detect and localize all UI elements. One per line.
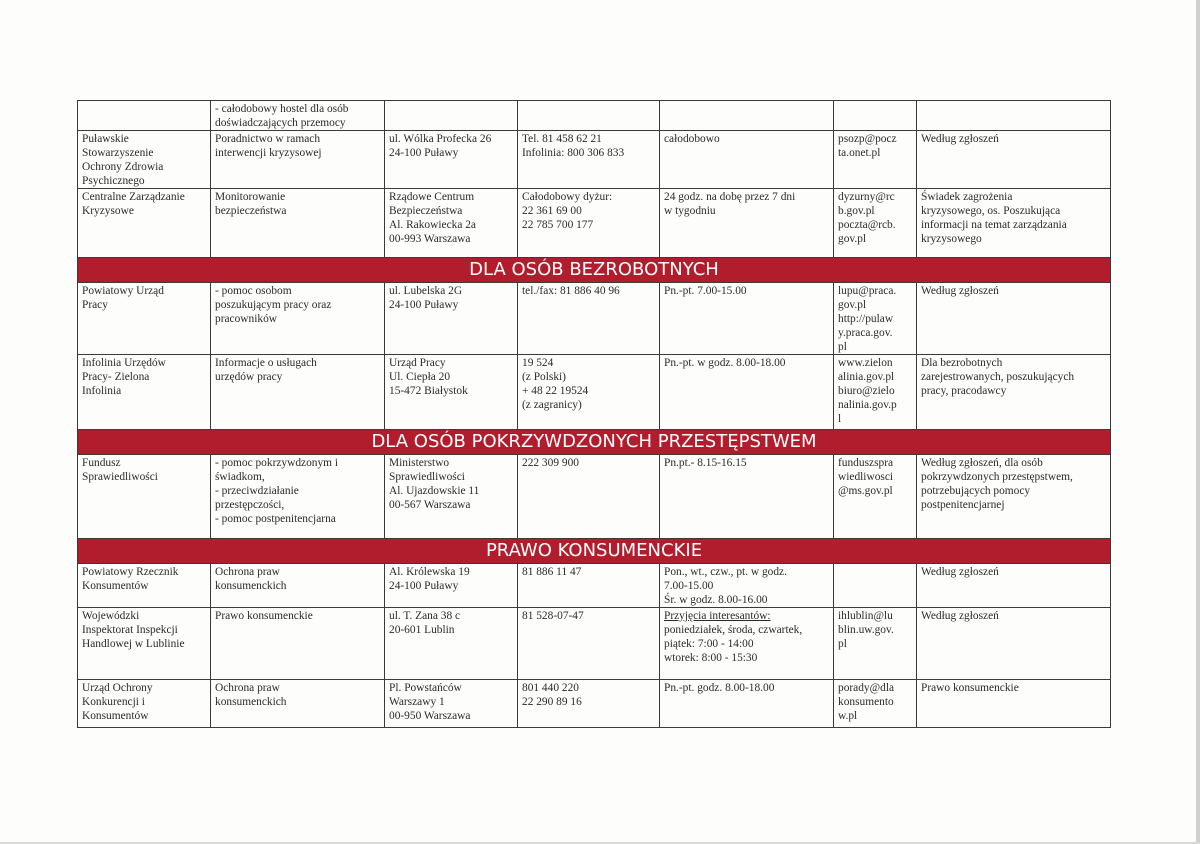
cell-line: Al. Rakowiecka 2a (389, 219, 476, 231)
cell-line: 20-601 Lublin (389, 624, 455, 636)
cell-line: Konsumentów (82, 580, 149, 592)
cell-line: poczta@rcb. (838, 219, 896, 231)
cell-line: zarejestrowanych, poszukujących (921, 371, 1075, 383)
cell-hours (660, 355, 834, 430)
cell-line: Ministerstwo (389, 457, 450, 469)
cell-line: Centralne Zarządzanie (82, 191, 185, 203)
cell-phone (518, 283, 660, 355)
cell-line: Tel. 81 458 62 21 (522, 133, 602, 145)
cell-line: Urząd Pracy (389, 357, 446, 369)
cell-email (834, 455, 917, 539)
cell-line: Stowarzyszenie (82, 147, 154, 159)
cell-line: kryzysowego (921, 233, 982, 245)
cell-scope (211, 564, 385, 608)
cell-line: Urząd Ochrony (82, 682, 153, 694)
cell-line: gov.pl (838, 233, 867, 245)
cell-line: 19 524 (522, 357, 554, 369)
cell-line: Prawo konsumenckie (921, 682, 1019, 694)
cell-line: 81 886 11 47 (522, 566, 582, 578)
cell-phone (518, 680, 660, 728)
cell-phone (518, 131, 660, 189)
cell-line: potrzebujących pomocy (921, 485, 1031, 497)
cell-line: y.praca.gov. (838, 327, 893, 339)
cell-line: Pn.-pt. godz. 8.00-18.00 (664, 682, 775, 694)
cell-line: Infolinia: 800 306 833 (522, 147, 625, 159)
cell-line: Ul. Ciepła 20 (389, 371, 451, 383)
cell-line: Według zgłoszeń (921, 285, 999, 297)
table-row (78, 131, 1111, 189)
cell-scope (211, 355, 385, 430)
cell-line: 222 309 900 (522, 457, 579, 469)
cell-address (385, 131, 518, 189)
cell-line: Świadek zagrożenia (921, 191, 1013, 203)
cell-line: konsumenckich (215, 696, 287, 708)
cell-address (385, 564, 518, 608)
cell-scope (211, 680, 385, 728)
cell-address (385, 680, 518, 728)
cell-line: Informacje o usługach (215, 357, 317, 369)
section-header-row (78, 539, 1111, 564)
cell-email (834, 564, 917, 608)
cell-line: Bezpieczeństwa (389, 205, 463, 217)
cell-institution (78, 564, 211, 608)
cell-line: Według zgłoszeń (921, 566, 999, 578)
cell-line: ul. Lubelska 2G (389, 285, 463, 297)
cell-line: konsumenckich (215, 580, 287, 592)
cell-line: biuro@zielo (838, 385, 895, 397)
cell-line: ta.onet.pl (838, 147, 881, 159)
cell-line: postpenitencjarnej (921, 499, 1005, 511)
cell-email (834, 680, 917, 728)
cell-email (834, 101, 917, 131)
cell-address (385, 455, 518, 539)
cell-line: Psychicznego (82, 175, 145, 187)
cell-email (834, 189, 917, 258)
section-title: DLA OSÓB BEZROBOTNYCH (78, 258, 1111, 283)
cell-line: @ms.gov.pl (838, 485, 893, 497)
cell-line: całodobowo (664, 133, 720, 145)
cell-line: + 48 22 19524 (522, 385, 589, 397)
table-row (78, 189, 1111, 258)
cell-line: 801 440 220 (522, 682, 579, 694)
cell-line: kryzysowego, os. Poszukująca (921, 205, 1061, 217)
cell-line: piątek: 7:00 - 14:00 (664, 638, 754, 650)
cell-line: Całodobowy dyżur: (522, 191, 613, 203)
cell-line: Handlowej w Lublinie (82, 638, 185, 650)
cell-line: blin.uw.gov. (838, 624, 894, 636)
cell-line: Pracy (82, 299, 108, 311)
cell-institution (78, 101, 211, 131)
cell-line: wiedliwosci (838, 471, 894, 483)
cell-line: Rządowe Centrum (389, 191, 475, 203)
cell-target-group (917, 455, 1111, 539)
cell-line: 00-567 Warszawa (389, 499, 471, 511)
cell-line: dyzurny@rc (838, 191, 895, 203)
cell-line: 24-100 Puławy (389, 147, 459, 159)
cell-line: Konsumentów (82, 710, 149, 722)
cell-target-group (917, 608, 1111, 680)
cell-line: Według zgłoszeń, dla osób (921, 457, 1043, 469)
cell-line: Pon., wt., czw., pt. w godz. (664, 566, 787, 578)
cell-institution (78, 608, 211, 680)
cell-line: Według zgłoszeń (921, 133, 999, 145)
cell-line: porady@dla (838, 682, 895, 694)
cell-line: - przeciwdziałanie (215, 485, 299, 497)
cell-line: gov.pl (838, 299, 867, 311)
cell-line: www.zielon (838, 357, 893, 369)
cell-address (385, 189, 518, 258)
cell-line: 15-472 Białystok (389, 385, 468, 397)
cell-line: - pomoc postpenitencjarna (215, 513, 336, 525)
cell-phone (518, 608, 660, 680)
cell-line: Infolinia Urzędów (82, 357, 166, 369)
cell-address (385, 355, 518, 430)
cell-line: 00-993 Warszawa (389, 233, 471, 245)
cell-line: Puławskie (82, 133, 129, 145)
cell-institution (78, 355, 211, 430)
cell-line: Ochrona praw (215, 682, 280, 694)
cell-line: Według zgłoszeń (921, 610, 999, 622)
cell-line: Ochrona praw (215, 566, 280, 578)
cell-line: 24 godz. na dobę przez 7 dni (664, 191, 796, 203)
cell-email (834, 131, 917, 189)
cell-line: Kryzysowe (82, 205, 134, 217)
cell-institution (78, 131, 211, 189)
cell-email (834, 283, 917, 355)
cell-phone (518, 189, 660, 258)
cell-line: w tygodniu (664, 205, 716, 217)
page-edge (1196, 0, 1200, 844)
cell-line: ul. T. Zana 38 c (389, 610, 461, 622)
cell-line: Śr. w godz. 8.00-16.00 (664, 594, 768, 606)
cell-hours (660, 189, 834, 258)
cell-phone (518, 455, 660, 539)
cell-scope (211, 455, 385, 539)
cell-target-group (917, 189, 1111, 258)
cell-line: Monitorowanie (215, 191, 286, 203)
contacts-table-body (78, 101, 1111, 728)
cell-phone (518, 564, 660, 608)
cell-line: Przyjęcia interesantów: (664, 610, 771, 622)
cell-line: informacji na temat zarządzania (921, 219, 1067, 231)
cell-email (834, 355, 917, 430)
cell-line: 22 361 69 00 (522, 205, 582, 217)
cell-line: 24-100 Puławy (389, 580, 459, 592)
cell-institution (78, 680, 211, 728)
cell-line: pokrzywdzonych przestępstwem, (921, 471, 1073, 483)
cell-line: ul. Wólka Profecka 26 (389, 133, 492, 145)
cell-line: pl (838, 638, 847, 650)
cell-line: Pracy- Zielona (82, 371, 150, 383)
cell-line: Pn.-pt. w godz. 8.00-18.00 (664, 357, 786, 369)
cell-line: (z Polski) (522, 371, 566, 383)
cell-line: Warszawy 1 (389, 696, 445, 708)
cell-line: alinia.gov.pl (838, 371, 895, 383)
cell-hours (660, 283, 834, 355)
cell-scope (211, 283, 385, 355)
cell-scope (211, 189, 385, 258)
cell-hours (660, 608, 834, 680)
cell-line: Inspektorat Inspekcji (82, 624, 178, 636)
cell-line: wtorek: 8:00 - 15:30 (664, 652, 758, 664)
cell-target-group (917, 680, 1111, 728)
section-title: DLA OSÓB POKRZYWDZONYCH PRZESTĘPSTWEM (78, 430, 1111, 455)
cell-line: funduszspra (838, 457, 894, 469)
cell-line: interwencji kryzysowej (215, 147, 322, 159)
cell-line: l (838, 413, 842, 425)
cell-target-group (917, 355, 1111, 430)
cell-scope (211, 608, 385, 680)
cell-hours (660, 564, 834, 608)
cell-institution (78, 455, 211, 539)
cell-line: urzędów pracy (215, 371, 283, 383)
cell-line: ihlublin@lu (838, 610, 893, 622)
cell-line: 22 785 700 177 (522, 219, 594, 231)
cell-line: Pn.-pt. 7.00-15.00 (664, 285, 747, 297)
cell-line: Dla bezrobotnych (921, 357, 1003, 369)
cell-line: http://pulaw (838, 313, 894, 325)
cell-line: Fundusz (82, 457, 121, 469)
cell-line: Sprawiedliwości (82, 471, 158, 483)
cell-line: 22 290 89 16 (522, 696, 582, 708)
cell-line: nalinia.gov.p (838, 399, 897, 411)
cell-address (385, 101, 518, 131)
cell-address (385, 283, 518, 355)
cell-line: w.pl (838, 710, 858, 722)
table-row (78, 283, 1111, 355)
cell-hours (660, 455, 834, 539)
table-row (78, 564, 1111, 608)
cell-line: Poradnictwo w ramach (215, 133, 321, 145)
table-row (78, 101, 1111, 131)
cell-line: przestępczości, (215, 499, 285, 511)
cell-line: Sprawiedliwości (389, 471, 465, 483)
cell-line: Konkurencji i (82, 696, 145, 708)
cell-line: tel./fax: 81 886 40 96 (522, 285, 620, 297)
cell-target-group (917, 131, 1111, 189)
cell-line: bezpieczeństwa (215, 205, 287, 217)
section-title: PRAWO KONSUMENCKIE (78, 539, 1111, 564)
cell-hours (660, 101, 834, 131)
cell-line: poniedziałek, środa, czwartek, (664, 624, 803, 636)
cell-address (385, 608, 518, 680)
cell-email (834, 608, 917, 680)
cell-line: Pl. Powstańców (389, 682, 462, 694)
cell-line: - całodobowy hostel dla osób (215, 103, 349, 115)
cell-target-group (917, 564, 1111, 608)
cell-line: psozp@pocz (838, 133, 897, 145)
cell-line: pl (838, 341, 847, 353)
cell-line: Al. Królewska 19 (389, 566, 470, 578)
cell-line: b.gov.pl (838, 205, 875, 217)
cell-line: 81 528-07-47 (522, 610, 584, 622)
table-row (78, 608, 1111, 680)
cell-institution (78, 189, 211, 258)
cell-line: - pomoc pokrzywdzonym i (215, 457, 339, 469)
table-row (78, 680, 1111, 728)
cell-line: Wojewódzki (82, 610, 140, 622)
cell-line: Al. Ujazdowskie 11 (389, 485, 480, 497)
cell-institution (78, 283, 211, 355)
cell-line: poszukującym pracy oraz (215, 299, 332, 311)
cell-phone (518, 355, 660, 430)
cell-line: lupu@praca. (838, 285, 897, 297)
cell-target-group (917, 283, 1111, 355)
table-row (78, 355, 1111, 430)
cell-line: - pomoc osobom (215, 285, 292, 297)
cell-line: konsumento (838, 696, 894, 708)
cell-line: Ochrony Zdrowia (82, 161, 164, 173)
cell-line: doświadczających przemocy (215, 117, 346, 129)
cell-line: Prawo konsumenckie (215, 610, 313, 622)
cell-hours (660, 680, 834, 728)
cell-line: Powiatowy Rzecznik (82, 566, 179, 578)
cell-scope (211, 131, 385, 189)
cell-line: 7.00-15.00 (664, 580, 714, 592)
table-row (78, 455, 1111, 539)
cell-line: świadkom, (215, 471, 265, 483)
section-header-row (78, 430, 1111, 455)
cell-line: Infolinia (82, 385, 122, 397)
cell-target-group (917, 101, 1111, 131)
cell-line: (z zagranicy) (522, 399, 582, 411)
cell-phone (518, 101, 660, 131)
section-header-row (78, 258, 1111, 283)
cell-line: pracy, pracodawcy (921, 385, 1007, 397)
cell-scope (211, 101, 385, 131)
cell-hours (660, 131, 834, 189)
cell-line: Pn.pt.- 8.15-16.15 (664, 457, 747, 469)
cell-line: Powiatowy Urząd (82, 285, 164, 297)
contacts-table (77, 100, 1111, 728)
cell-line: pracowników (215, 313, 277, 325)
cell-line: 00-950 Warszawa (389, 710, 471, 722)
cell-line: 24-100 Puławy (389, 299, 459, 311)
